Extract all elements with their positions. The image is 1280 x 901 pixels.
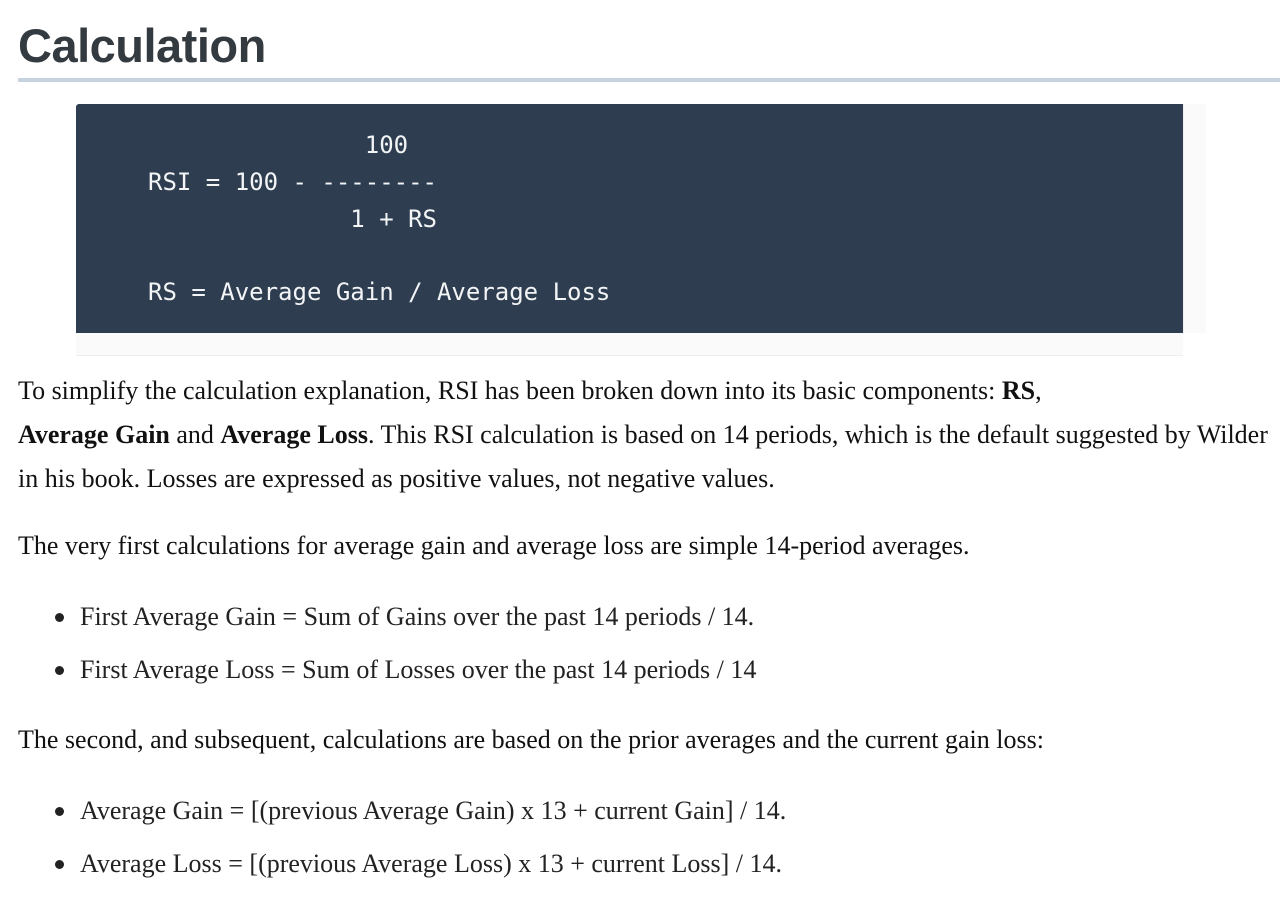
code-block-body <box>76 104 1183 333</box>
heading-divider <box>18 78 1280 82</box>
list-item-text: Average Loss = [(previous Average Loss) x 13 + current Loss] / 14. <box>80 849 783 878</box>
second-calc-list <box>0 784 1280 890</box>
list-item <box>0 784 1280 837</box>
intro-and: and <box>169 420 221 449</box>
section-heading: Calculation <box>18 19 266 72</box>
intro-text: To simplify the calculation explanation, RSI has been broken down into its basic components: <box>18 376 1002 405</box>
bullet-icon <box>55 807 64 816</box>
list-item-text: First Average Gain = Sum of Gains over the past 14 periods / 14. <box>80 602 755 631</box>
list-item-text: Average Gain = [(previous Average Gain) x 13 + current Gain] / 14. <box>80 796 787 825</box>
list-item-text: First Average Loss = Sum of Losses over the past 14 periods / 14 <box>80 655 757 684</box>
list-item <box>0 643 1280 696</box>
first-calc-list <box>0 590 1280 696</box>
intro-paragraph <box>18 369 1268 501</box>
bullet-icon <box>55 666 64 675</box>
code-line: 100 <box>148 131 409 159</box>
code-line: 1 + RS <box>148 205 437 233</box>
term-rs: RS <box>1001 376 1036 405</box>
intro-text-rest: . This RSI calculation is based on 14 periods, which is the default suggested by Wilder in his book. Losses are expressed as positive values, not negative values. <box>18 420 1268 493</box>
first-calc-paragraph: The very first calculations for average gain and average loss are simple 14-period averages. <box>18 531 970 560</box>
intro-comma: , <box>1035 376 1042 405</box>
code-line: RSI = 100 - -------- <box>148 168 437 196</box>
formula-code-block <box>76 104 1206 356</box>
term-average-loss: Average Loss <box>220 420 368 449</box>
term-average-gain: Average Gain <box>18 420 170 449</box>
code-vertical-scrollbar[interactable] <box>1183 104 1206 333</box>
bullet-icon <box>55 613 64 622</box>
second-calc-paragraph: The second, and subsequent, calculations are based on the prior averages and the current gain loss: <box>18 725 1044 754</box>
list-item <box>0 837 1280 890</box>
list-item <box>0 590 1280 643</box>
bullet-icon <box>55 860 64 869</box>
code-line: RS = Average Gain / Average Loss <box>148 278 611 306</box>
code-horizontal-scrollbar[interactable] <box>76 333 1183 356</box>
